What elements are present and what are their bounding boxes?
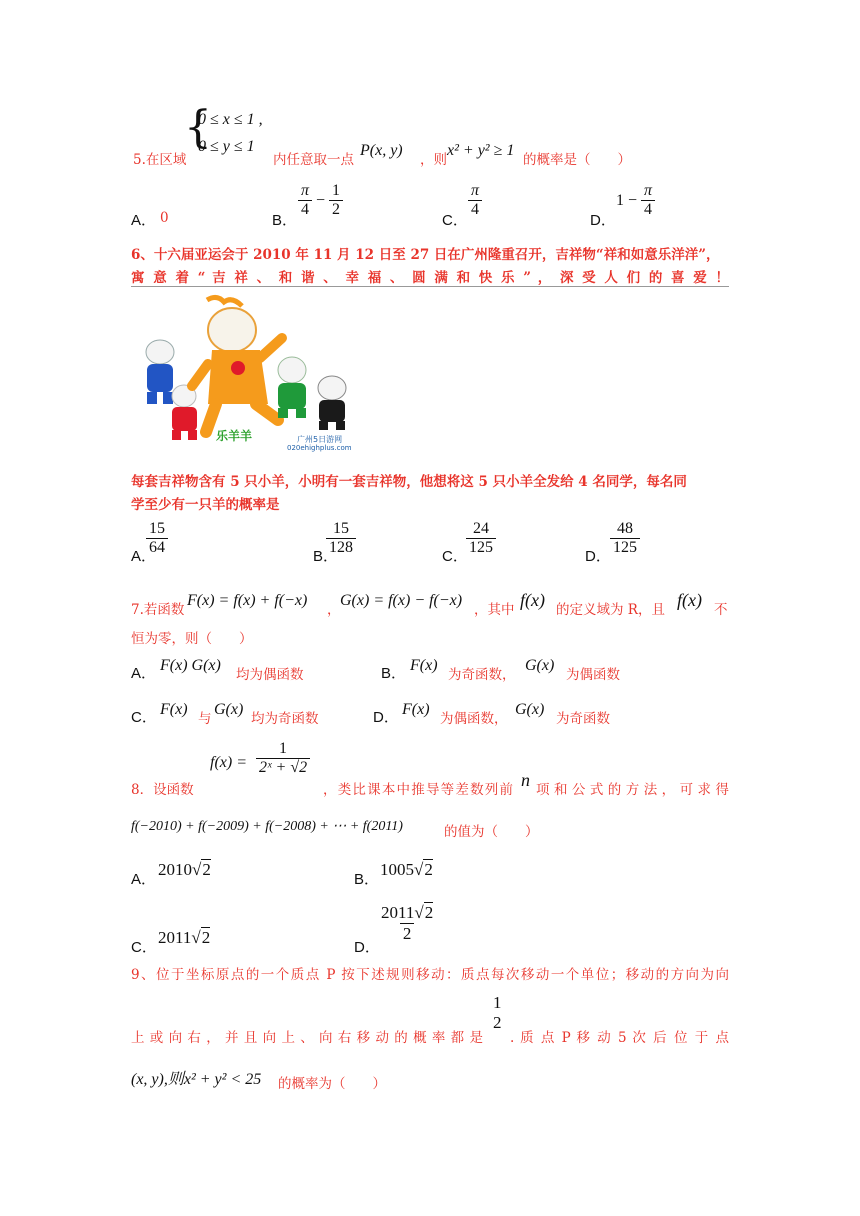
q8-option-c-label: C． [131,939,157,956]
q7-option-b-math1: F(x) [410,657,438,674]
q9-line-2a: 上 或 向 右 ， 并 且 向 上 、 向 右 移 动 的 概 率 都 是 [131,1030,483,1046]
q7-end: 不 [714,602,728,618]
red-goat-icon [172,385,197,440]
q5-mid1: 内任意取一点 [273,152,354,168]
mascot-image [132,292,372,452]
q5-prefix: 5.在区域 [133,152,187,168]
orange-goat-icon [192,297,282,432]
q7-fx2: f(x) [677,590,702,610]
q7-option-c-label: C． [131,709,157,726]
q8-prefix: 8．设函数 [131,782,194,798]
q7-option-c-text2: 均为奇函数 [251,711,319,727]
q7-option-a-text: 均为偶函数 [236,667,304,683]
q7-mid2: 的定义域为 R，且 [556,602,665,618]
q9-line-1: 9、位于坐标原点的一个质点 P 按下述规则移动：质点每次移动一个单位；移动的方向为向 [131,967,729,983]
q6-option-c-value: $\frac{24}{125}$ [466,520,496,558]
q7-sep: ， [327,602,341,618]
mascot-caption: 乐羊羊 [216,429,253,443]
q7-option-b-label: B． [381,665,407,682]
q7-option-d-label: D． [373,709,399,726]
q5-option-a-value: 0 [160,210,169,226]
q7-option-c-math2: G(x) [214,701,244,718]
q8-option-a-label: A． [131,871,157,888]
q7-option-d-text1: 为偶函数， [440,711,508,727]
q6-option-b-label: B． [313,548,339,565]
q7-option-a-label: A． [131,665,157,682]
q8-f-fraction: $\frac{1}{\text{2ˣ + √2}}$ [256,740,310,778]
q6-option-c-label: C． [442,548,468,565]
q5-option-d-value: 1 − $\frac{\pi}{4}$ [616,182,655,220]
q9-half-fraction: 1 2 [493,993,502,1032]
q7-line-2: 恒为零，则（ ） [131,631,253,647]
q8-option-b-label: B． [354,871,380,888]
q7-option-b-text2: 为偶函数 [566,667,620,683]
q7-option-d-text2: 为奇函数 [556,711,610,727]
q7-F-definition: F(x) = f(x) + f(−x) [187,592,308,609]
q9-condition: (x, y),则x² + y² < 25 [131,1071,262,1088]
q7-option-a-math: F(x) G(x) [160,657,221,674]
q7-fx: f(x) [520,590,545,610]
q5-option-b-value: $\frac{\pi}{4}$ − $\frac{1}{2}$ [298,182,343,220]
q5-inequality: x² + y² ≥ 1 [447,142,515,159]
q8-option-a-value: 2010√2 [158,860,211,879]
q8-option-d-value: $\frac{2011√2}{2}$ [381,903,434,943]
q5-mid2: ，则 [420,152,447,168]
q5-option-a-label: A． [131,212,157,229]
q5-option-b-label: B． [272,212,298,229]
q5-option-d-label: D． [590,212,616,229]
q6-line-3: 每套吉祥物含有 5 只小羊，小明有一套吉祥物，他想将这 5 只小羊全发给 4 名同学，每名同 [131,474,687,490]
q8-end: 项和公式的方法，可求得 [536,782,729,798]
q8-option-b-value: 1005√2 [380,860,433,879]
q9-line-2b: . 质 点 P 移 动 5 次 后 位 于 点 [510,1030,729,1046]
q8-option-d-label: D． [354,939,380,956]
q7-option-d-math2: G(x) [515,701,545,718]
mascot-url: 020ehighplus.com [287,444,352,452]
black-goat-icon [318,376,346,430]
mascot-watermark: 广州5日游网 [297,435,343,444]
q5-option-c-label: C． [442,212,468,229]
brace: { [184,102,212,153]
q8-n: n [521,770,530,790]
blue-goat-icon [146,340,174,404]
q6-option-a-value: $\frac{15}{64}$ [146,520,168,558]
q7-option-b-math2: G(x) [525,657,555,674]
q9-suffix: 的概率为（ ） [278,1076,386,1092]
green-goat-icon [278,357,306,418]
q6-option-d-label: D． [585,548,611,565]
q5-condition-1: 0 ≤ x ≤ 1 , [198,111,263,128]
q6-option-d-value: $\frac{48}{125}$ [610,520,640,558]
q7-prefix: 7.若函数 [131,602,185,618]
q8-option-c-value: 2011√2 [158,928,211,947]
q7-option-c-math1: F(x) [160,701,188,718]
q8-sum: f(−2010) + f(−2009) + f(−2008) + ⋯ + f(2011) [131,819,403,834]
q5-condition-2: 0 ≤ y ≤ 1 [198,138,255,155]
q8-sum-suffix: 的值为（ ） [444,824,539,840]
q8-mid: ，类比课本中推导等差数列前 [323,782,513,798]
q7-option-b-text1: 为奇函数， [448,667,516,683]
q7-option-c-text1: 与 [198,711,212,727]
q5-suffix: 的概率是（ ） [523,152,631,168]
q6-line-1: 6、十六届亚运会于 2010 年 11 月 12 日至 27 日在广州隆重召开，吉祥物“祥和如意乐洋洋”， [131,247,720,263]
q8-f-lhs: f(x) = [210,754,247,771]
q6-line-2: 寓 意 着 “ 吉 祥 、 和 谐 、 幸 福 、 圆 满 和 快 乐 ” ， 深 受 人 们 的 喜 爱 ！ [131,266,729,287]
q6-line-4: 学至少有一只羊的概率是 [131,497,280,513]
q7-G-definition: G(x) = f(x) − f(−x) [340,592,463,609]
q5-option-c-value: $\frac{\pi}{4}$ [468,182,482,220]
q6-option-b-value: $\frac{15}{128}$ [326,520,356,558]
q5-point: P(x, y) [360,142,403,159]
q6-option-a-label: A． [131,548,157,565]
q7-option-d-math1: F(x) [402,701,430,718]
q7-mid: ，其中 [474,602,515,618]
